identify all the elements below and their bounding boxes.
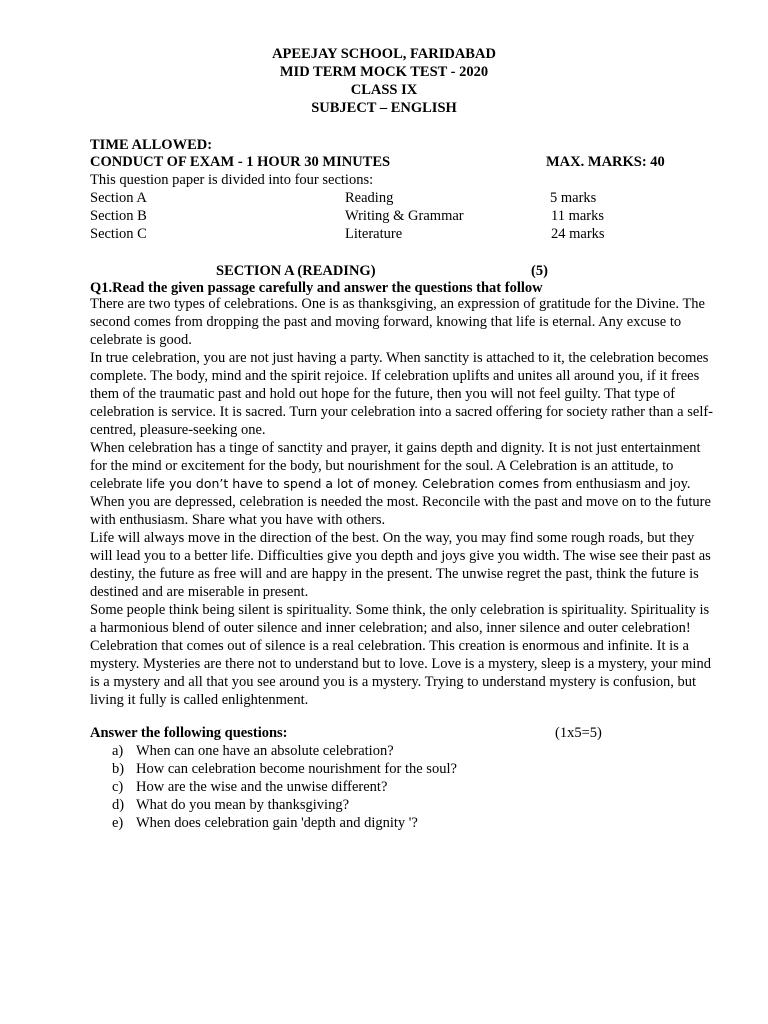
- section-topic: Reading: [345, 190, 394, 206]
- class-label: CLASS IX: [350, 82, 418, 98]
- subject-label: SUBJECT – ENGLISH: [311, 100, 457, 116]
- passage-text: enthusiasm and joy. When you are depressed, celebration is needed the most. Reconcile with the past and move on to the future with enthusiasm. Share what you have with others.: [90, 476, 711, 528]
- section-name: Section B: [90, 208, 147, 224]
- max-marks: MAX. MARKS: 40: [546, 154, 665, 170]
- question-item: [112, 778, 457, 796]
- question-text: How are the wise and the unwise different?: [136, 779, 388, 795]
- question-label: c): [112, 779, 124, 795]
- passage-paragraph: Life will always move in the direction of the best. On the way, you may find some rough roads, but they will lead you to a better life. Difficulties give you depth and joys give you width. The wise see their past as destiny, the future as free will and are happy in the present. The unwise regret the past, think the future is destined and are miserable in present.: [90, 530, 711, 600]
- section-topic: Literature: [345, 226, 403, 242]
- question-item: [112, 742, 457, 760]
- question-item: [112, 760, 457, 778]
- section-marks: 11 marks: [551, 208, 605, 224]
- question-item: [112, 814, 457, 832]
- questions-list: [112, 742, 457, 832]
- section-topic: Writing & Grammar: [345, 208, 464, 224]
- question-text: What do you mean by thanksgiving?: [136, 797, 350, 813]
- sections-intro: This question paper is divided into four sections:: [90, 172, 374, 188]
- section-marks: 5 marks: [550, 190, 597, 206]
- reading-passage: [90, 295, 715, 709]
- q1-instruction: Q1.Read the given passage carefully and answer the questions that follow: [90, 280, 543, 296]
- section-a-title: SECTION A (READING): [216, 263, 376, 279]
- section-marks: 24 marks: [551, 226, 605, 242]
- question-label: d): [112, 797, 125, 813]
- question-item: [112, 796, 457, 814]
- passage-paragraph: In true celebration, you are not just having a party. When sanctity is attached to it, the celebration becomes complete. The body, mind and the spirit rejoice. If celebration uplifts and unites all around you, if it frees them of the traumatic past and hold out hope for the future, then you will not feel guilty. That type of celebration is service. It is sacred. Turn your celebration into a sacred offering for society rather than a self-centred, pleasure-seeking one.: [90, 350, 714, 438]
- passage-paragraph: [90, 439, 715, 529]
- passage-paragraph: Some people think being silent is spirituality. Some think, the only celebration is spirituality. Spirituality is a harmonious blend of outer silence and inner celebration; and also, inner silence and outer celebration! Celebration that comes out of silence is a real celebration. This creation is enormous and infinite. It is a mystery. Mysteries are there not to understand but to love. Love is a mystery, sleep is a mystery, your mind is a mystery and all that you see around you is a mystery. Trying to understand mystery is confusion, but living it fully is called enlightenment.: [90, 602, 711, 708]
- passage-text: When celebration has a tinge of sanctity and prayer, it gains depth and dignity. It is not just entertainment for the mind or excitement for the body, but nourishment for the soul. A Celebration is an attitude, to celebrate: [90, 440, 701, 492]
- school-name: APEEJAY SCHOOL, FARIDABAD: [272, 46, 496, 62]
- question-label: e): [112, 815, 124, 831]
- question-label: a): [112, 743, 124, 759]
- section-name: Section A: [90, 190, 147, 206]
- question-text: When does celebration gain 'depth and dignity '?: [136, 815, 418, 831]
- passage-text-sans: life you don’t have to spend a lot of money. Celebration comes from: [145, 476, 573, 491]
- section-name: Section C: [90, 226, 147, 242]
- exam-title: MID TERM MOCK TEST - 2020: [279, 64, 489, 80]
- conduct-of-exam: CONDUCT OF EXAM - 1 HOUR 30 MINUTES: [90, 154, 391, 170]
- time-allowed-label: TIME ALLOWED:: [90, 137, 213, 153]
- questions-marks: (1x5=5): [555, 725, 602, 741]
- questions-heading: Answer the following questions:: [90, 725, 288, 741]
- question-label: b): [112, 761, 125, 777]
- question-text: How can celebration become nourishment for the soul?: [136, 761, 457, 777]
- question-text: When can one have an absolute celebration?: [136, 743, 394, 759]
- section-a-marks: (5): [531, 263, 548, 279]
- passage-paragraph: There are two types of celebrations. One is as thanksgiving, an expression of gratitude for the Divine. The second comes from dropping the past and moving forward, knowing that life is eternal. Any excuse to celebrate is good.: [90, 296, 705, 348]
